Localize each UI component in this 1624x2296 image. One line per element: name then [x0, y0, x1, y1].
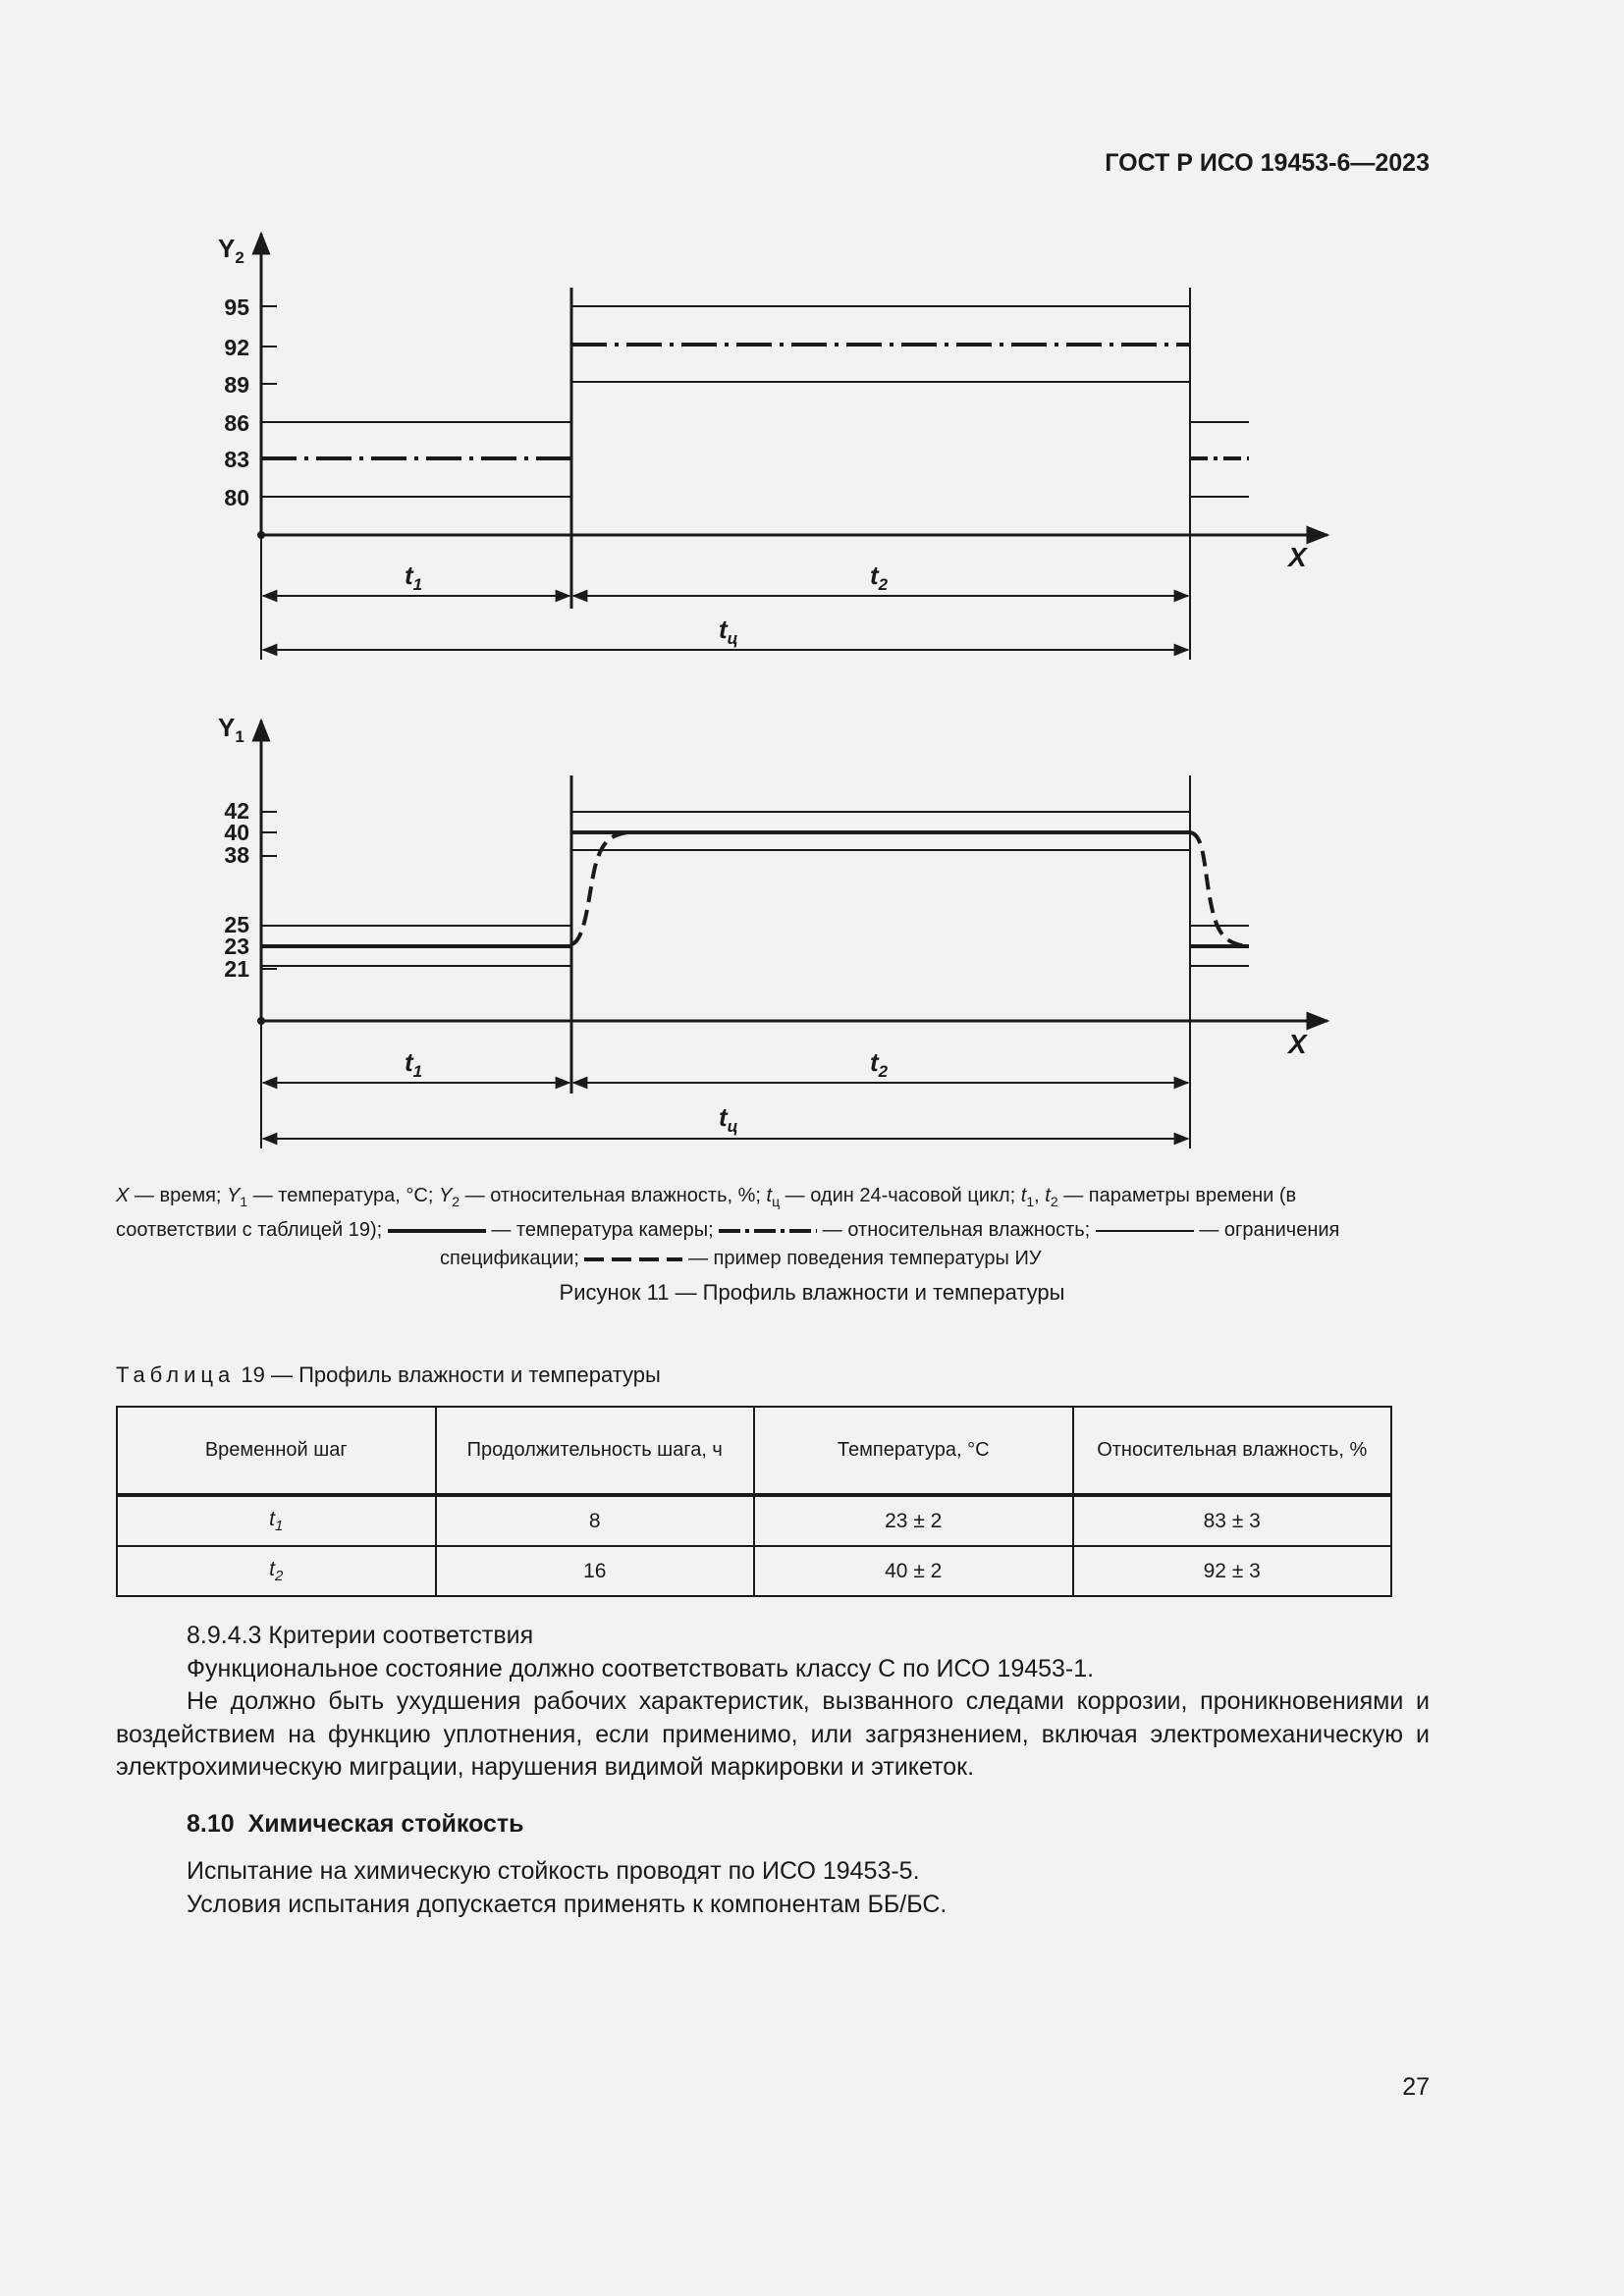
- paragraph: Не должно быть ухудшения рабочих характеристик, вызванного следами коррозии, проникновениями и воздействием на функцию уплотнения, если применимо, или загрязнением, включая электромеханическую и электрохимическую миграции, нарушения видимой маркировки и этикеток.: [116, 1687, 1430, 1781]
- tick-label-83: 83: [224, 447, 249, 472]
- legend-line-2: соответствии с таблицей 19); — температура камеры; — относительная влажность; — ограничения: [116, 1219, 1340, 1241]
- cell-step: $t_1$: [117, 1495, 436, 1546]
- figure-caption: Рисунок 11 — Профиль влажности и температуры: [559, 1280, 1065, 1305]
- cell-temperature: 23 ± 2: [754, 1495, 1073, 1546]
- cell-temperature: 40 ± 2: [754, 1546, 1073, 1596]
- table-row: [117, 1495, 1391, 1546]
- page-number: 27: [1402, 2073, 1430, 2101]
- document-code: ГОСТ Р ИСО 19453-6—2023: [1105, 149, 1430, 177]
- tick-label-42: 42: [224, 798, 249, 824]
- tick-label-25: 25: [224, 912, 249, 937]
- humidity-temperature-table: [116, 1406, 1392, 1597]
- table-title: Таблица 19 — Профиль влажности и температуры: [116, 1362, 661, 1387]
- dut-temp-fall: [1190, 832, 1249, 946]
- humidity-chart: [218, 234, 1327, 660]
- cell-duration: 8: [436, 1495, 755, 1546]
- legend-thin-line-icon: [1096, 1224, 1194, 1238]
- header-temperature: Температура, °C: [754, 1407, 1073, 1495]
- temperature-chart: [218, 713, 1327, 1148]
- section-heading: 8.10 Химическая стойкость: [187, 1810, 524, 1838]
- t2-label-bottom: $t_2$: [870, 1047, 889, 1081]
- tick-label-23: 23: [224, 934, 249, 959]
- table-row: [117, 1546, 1391, 1596]
- legend-dashdot-line-icon: [719, 1224, 817, 1238]
- chemical-section: [116, 1855, 1430, 1921]
- tick-label-86: 86: [224, 410, 249, 436]
- tick-label-89: 89: [224, 372, 249, 398]
- legend-line-3: спецификации; — пример поведения температуры ИУ: [440, 1248, 1042, 1269]
- tick-label-95: 95: [224, 294, 249, 320]
- y2-axis-label: $Y_2$: [218, 234, 244, 267]
- paragraph: Испытание на химическую стойкость проводят по ИСО 19453-5.: [187, 1857, 920, 1885]
- header-duration: Продолжительность шага, ч: [436, 1407, 755, 1495]
- header-humidity: Относительная влажность, %: [1073, 1407, 1392, 1495]
- legend-solid-line-icon: [388, 1224, 486, 1238]
- legend-line-1: X — время; $Y_1$ — температура, °C; $Y_2$ — относительная влажность, %; $t_ц$ — один 24-часовой цикл; $t_1$, $t_2$ — параметры времени (в: [116, 1185, 1297, 1209]
- tc-label-top: $t_ц$: [719, 614, 738, 648]
- y1-axis-label: $Y_1$: [218, 713, 244, 746]
- figure-legend: [116, 1182, 1432, 1273]
- t1-label-top: $t_1$: [405, 561, 423, 594]
- cell-humidity: 92 ± 3: [1073, 1546, 1392, 1596]
- tick-label-80: 80: [224, 485, 249, 510]
- tick-label-38: 38: [224, 842, 249, 868]
- header-step: Временной шаг: [117, 1407, 436, 1495]
- tick-label-21: 21: [224, 956, 249, 982]
- tc-label-bottom: $t_ц$: [719, 1102, 738, 1136]
- cell-duration: 16: [436, 1546, 755, 1596]
- top-ticks: [224, 294, 277, 510]
- tick-label-40: 40: [224, 820, 249, 845]
- x-axis-label-top: X: [1288, 542, 1307, 572]
- cell-humidity: 83 ± 3: [1073, 1495, 1392, 1546]
- criteria-section: [116, 1620, 1430, 1785]
- cell-step: $t_2$: [117, 1546, 436, 1596]
- t1-label-bottom: $t_1$: [405, 1047, 423, 1081]
- x-axis-label-bottom: X: [1288, 1029, 1307, 1059]
- bottom-ticks: [224, 798, 277, 982]
- paragraph: Функциональное состояние должно соответствовать классу С по ИСО 19453-1.: [187, 1654, 1095, 1682]
- subsection-heading: 8.9.4.3 Критерии соответствия: [187, 1622, 534, 1649]
- t2-label-top: $t_2$: [870, 561, 889, 594]
- paragraph: Условия испытания допускается применять к компонентам ББ/БС.: [187, 1890, 947, 1918]
- legend-dashed-line-icon: [584, 1253, 682, 1266]
- tick-label-92: 92: [224, 335, 249, 360]
- table-header-row: [117, 1407, 1391, 1495]
